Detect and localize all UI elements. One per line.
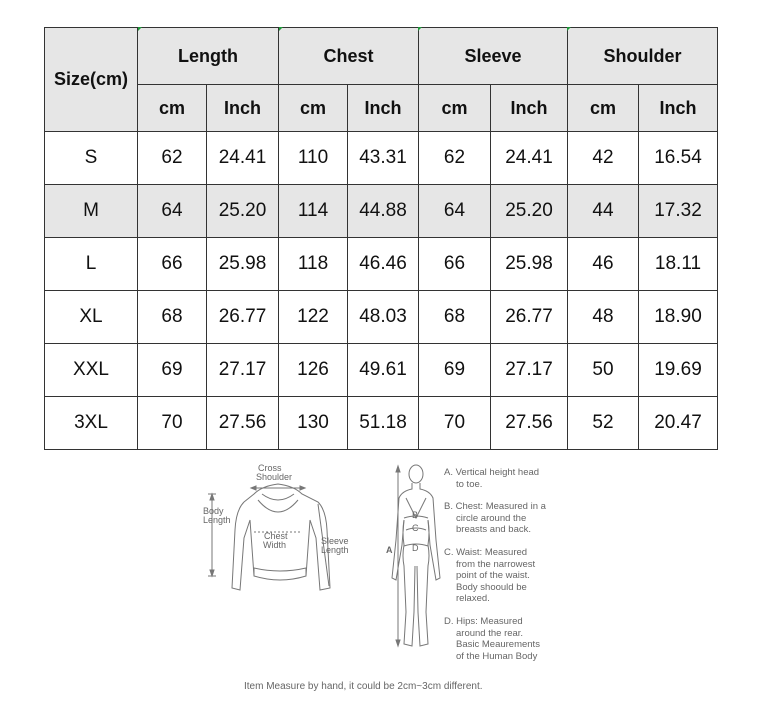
size-header: Size(cm) — [45, 28, 138, 132]
cell-marker-icon — [279, 27, 283, 31]
table-cell: 17.32 — [639, 185, 718, 238]
table-cell: 18.90 — [639, 291, 718, 344]
table-cell: 69 — [138, 344, 207, 397]
table-cell: 25.98 — [491, 238, 568, 291]
table-cell: 46 — [568, 238, 639, 291]
cell-marker-icon — [567, 27, 571, 31]
group-header-chest: Chest — [279, 28, 419, 85]
size-chart-table — [44, 27, 718, 450]
body-label-c: C — [412, 523, 419, 533]
table-cell: 49.61 — [348, 344, 419, 397]
table-cell: 69 — [419, 344, 491, 397]
table-cell: 27.56 — [491, 397, 568, 450]
table-row — [45, 185, 718, 238]
table-row — [45, 344, 718, 397]
body-label-d: D — [412, 543, 419, 553]
table-cell: 64 — [138, 185, 207, 238]
group-header-sleeve: Sleeve — [419, 28, 568, 85]
table-cell: 42 — [568, 132, 639, 185]
table-cell: 118 — [279, 238, 348, 291]
table-cell: 51.18 — [348, 397, 419, 450]
cell-marker-icon — [138, 27, 142, 31]
table-cell: 19.69 — [639, 344, 718, 397]
table-cell: 48 — [568, 291, 639, 344]
table-cell: 24.41 — [207, 132, 279, 185]
table-cell: 130 — [279, 397, 348, 450]
table-cell: 44.88 — [348, 185, 419, 238]
size-cell: M — [45, 185, 138, 238]
unit-header: Inch — [348, 85, 419, 132]
table-cell: 27.17 — [207, 344, 279, 397]
table-cell: 18.11 — [639, 238, 718, 291]
unit-header: Inch — [207, 85, 279, 132]
table-row — [45, 397, 718, 450]
group-header-shoulder: Shoulder — [568, 28, 718, 85]
table-cell: 24.41 — [491, 132, 568, 185]
group-header-length: Length — [138, 28, 279, 85]
desc-chest: B. Chest: Measured in a circle around the breasts and back. — [444, 501, 546, 535]
size-cell: XL — [45, 291, 138, 344]
body-length-label: Body — [203, 506, 224, 516]
unit-header: cm — [419, 85, 491, 132]
size-cell: 3XL — [45, 397, 138, 450]
table-cell: 68 — [419, 291, 491, 344]
table-cell: 44 — [568, 185, 639, 238]
size-cell: L — [45, 238, 138, 291]
table-cell: 48.03 — [348, 291, 419, 344]
table-row — [45, 291, 718, 344]
table-cell: 62 — [138, 132, 207, 185]
table-cell: 50 — [568, 344, 639, 397]
cell-marker-icon — [418, 27, 422, 31]
table-cell: 25.20 — [491, 185, 568, 238]
table-cell: 114 — [279, 185, 348, 238]
table-cell: 122 — [279, 291, 348, 344]
body-figure-icon — [392, 465, 440, 646]
unit-header: Inch — [639, 85, 718, 132]
unit-header: cm — [568, 85, 639, 132]
table-cell: 70 — [419, 397, 491, 450]
table-cell: 62 — [419, 132, 491, 185]
table-cell: 26.77 — [207, 291, 279, 344]
desc-hips: D. Hips: Measured around the rear. Basic Meaurements of the Human Body — [444, 616, 540, 662]
cross-shoulder-label: Cross — [258, 463, 282, 473]
table-cell: 20.47 — [639, 397, 718, 450]
table-cell: 16.54 — [639, 132, 718, 185]
desc-vertical-height: A. Vertical height head to toe. — [444, 467, 540, 490]
table-cell: 43.31 — [348, 132, 419, 185]
table-cell: 27.56 — [207, 397, 279, 450]
unit-header: Inch — [491, 85, 568, 132]
unit-header: cm — [279, 85, 348, 132]
size-cell: S — [45, 132, 138, 185]
table-cell: 110 — [279, 132, 348, 185]
sleeve-length-label: Length — [321, 545, 349, 555]
body-length-label: Length — [203, 515, 231, 525]
chest-width-label: Width — [263, 540, 287, 550]
table-cell: 66 — [138, 238, 207, 291]
chest-width-label: Chest — [264, 531, 288, 541]
measurement-note: Item Measure by hand, it could be 2cm~3cm different. — [244, 681, 483, 692]
header-row-groups — [45, 28, 718, 85]
table-row — [45, 132, 718, 185]
sleeve-length-label: Sleeve — [321, 536, 349, 546]
size-cell: XXL — [45, 344, 138, 397]
table-cell: 27.17 — [491, 344, 568, 397]
table-cell: 26.77 — [491, 291, 568, 344]
table-cell: 70 — [138, 397, 207, 450]
unit-header: cm — [138, 85, 207, 132]
body-label-a: A — [386, 545, 393, 555]
table-cell: 126 — [279, 344, 348, 397]
table-cell: 52 — [568, 397, 639, 450]
header-row-units — [45, 85, 718, 132]
cross-shoulder-label: Shoulder — [256, 472, 293, 482]
sweater-outline-icon — [232, 484, 330, 590]
desc-waist: C. Waist: Measured from the narrowest point of the waist. Body shoould be relaxed. — [444, 547, 536, 604]
table-cell: 66 — [419, 238, 491, 291]
table-row — [45, 238, 718, 291]
table-cell: 46.46 — [348, 238, 419, 291]
table-cell: 64 — [419, 185, 491, 238]
table-cell: 68 — [138, 291, 207, 344]
body-label-b: B — [412, 510, 419, 520]
table-cell: 25.20 — [207, 185, 279, 238]
sweater-diagram — [208, 484, 330, 590]
table-cell: 25.98 — [207, 238, 279, 291]
